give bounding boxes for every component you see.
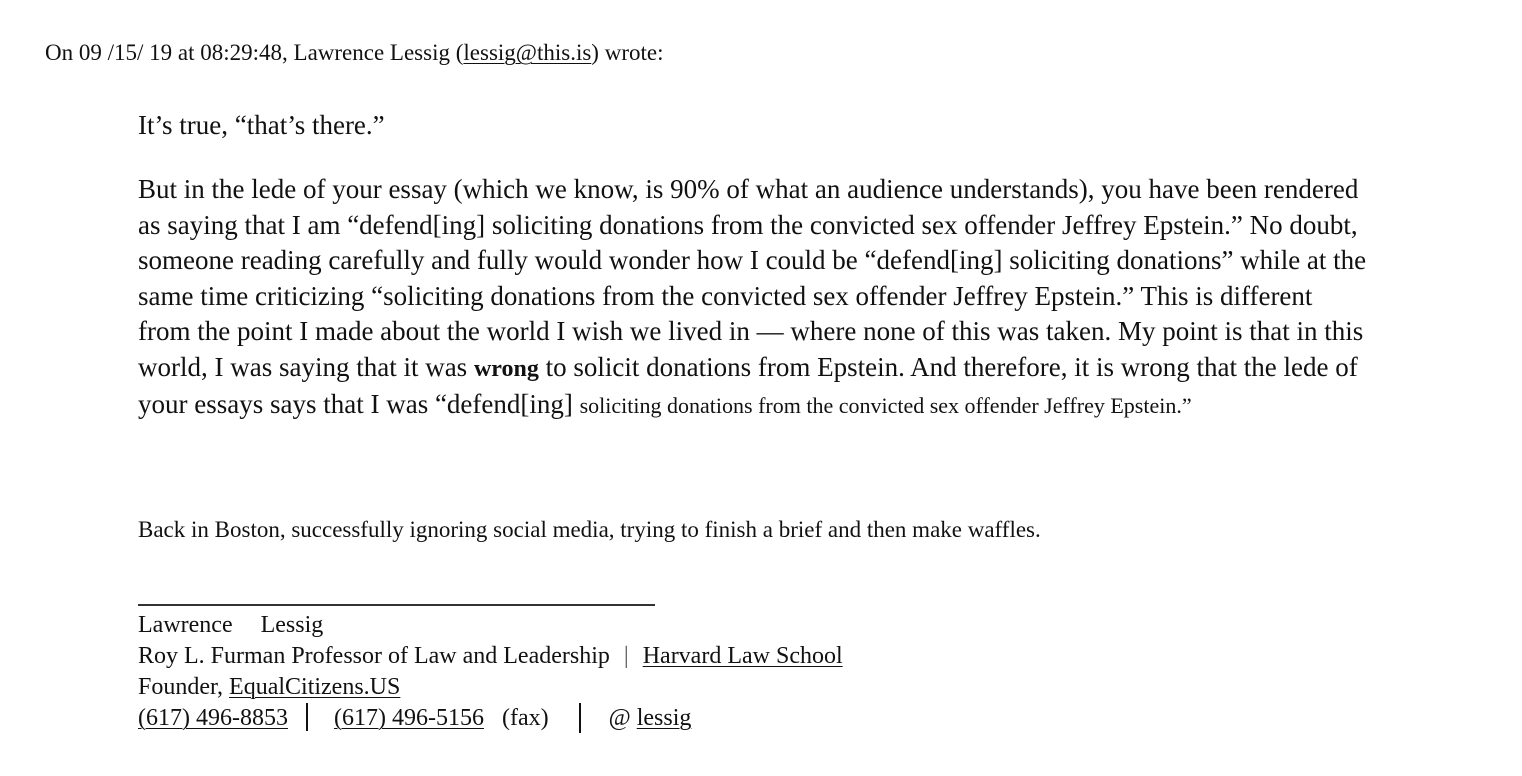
fax-label: (fax) xyxy=(501,705,549,731)
harvard-law-school-link[interactable]: Harvard Law School xyxy=(642,643,843,669)
sender-email-link[interactable]: lessig@this.is xyxy=(463,40,592,65)
signature-contact-line xyxy=(138,703,843,734)
quote-header-prefix: On 09 /15/ 19 at 08:29:48, Lawrence Lessig ( xyxy=(45,40,464,65)
twitter-handle-link[interactable]: lessig xyxy=(636,705,692,731)
paragraph-2-text-c: soliciting donations from the convicted sex offender Jeffrey Epstein.” xyxy=(579,393,1192,418)
signature-title-line xyxy=(138,641,843,672)
signature-founder-line xyxy=(138,672,843,703)
paragraph-2-text-a: But in the lede of your essay (which we know, is 90% of what an audience understands), you have been rendered as saying that I am “defend[ing] soliciting donations from the convicted sex offender Jeffrey Epstein.” No doubt, someone reading carefully and fully would wonder how I could be “defend[ing] soliciting donations” while at the same time criticizing “soliciting donations from the convicted sex offender Jeffrey Epstein.” This is different from the point I made about the world I wish we lived in — where none of this was taken. My point is that in this world, I was saying that it was xyxy=(138,174,1367,382)
equalcitizens-link[interactable]: EqualCitizens.US xyxy=(229,674,401,700)
signature-first-name: Lawrence xyxy=(138,612,233,638)
signature-block xyxy=(138,610,843,734)
message-paragraph-2 xyxy=(138,172,1368,424)
signature-last-name: Lessig xyxy=(260,612,324,638)
phone-link[interactable]: (617) 496-8853 xyxy=(138,705,288,731)
at-symbol: @ xyxy=(608,705,631,731)
quote-header xyxy=(45,38,663,68)
emphasis-wrong: wrong xyxy=(473,355,539,382)
message-paragraph-1: It’s true, “that’s there.” xyxy=(138,110,385,140)
quote-header-suffix: ) wrote: xyxy=(591,40,664,65)
signature-title: Roy L. Furman Professor of Law and Leadership xyxy=(138,643,610,669)
signature-name xyxy=(138,610,843,641)
founder-prefix: Founder, xyxy=(138,674,230,700)
contact-divider xyxy=(306,703,308,731)
message-paragraph-3: Back in Boston, successfully ignoring social media, trying to finish a brief and then make waffles. xyxy=(138,517,1041,542)
signature-divider xyxy=(138,604,655,606)
paragraph-2-text-b: to solicit donations from Epstein. And therefore, it is wrong that the lede of your essays says that I was “defend[ing] xyxy=(138,351,1358,419)
contact-divider-2 xyxy=(579,703,581,733)
title-separator: | xyxy=(623,643,629,669)
fax-number-link[interactable]: (617) 496-5156 xyxy=(333,705,484,731)
